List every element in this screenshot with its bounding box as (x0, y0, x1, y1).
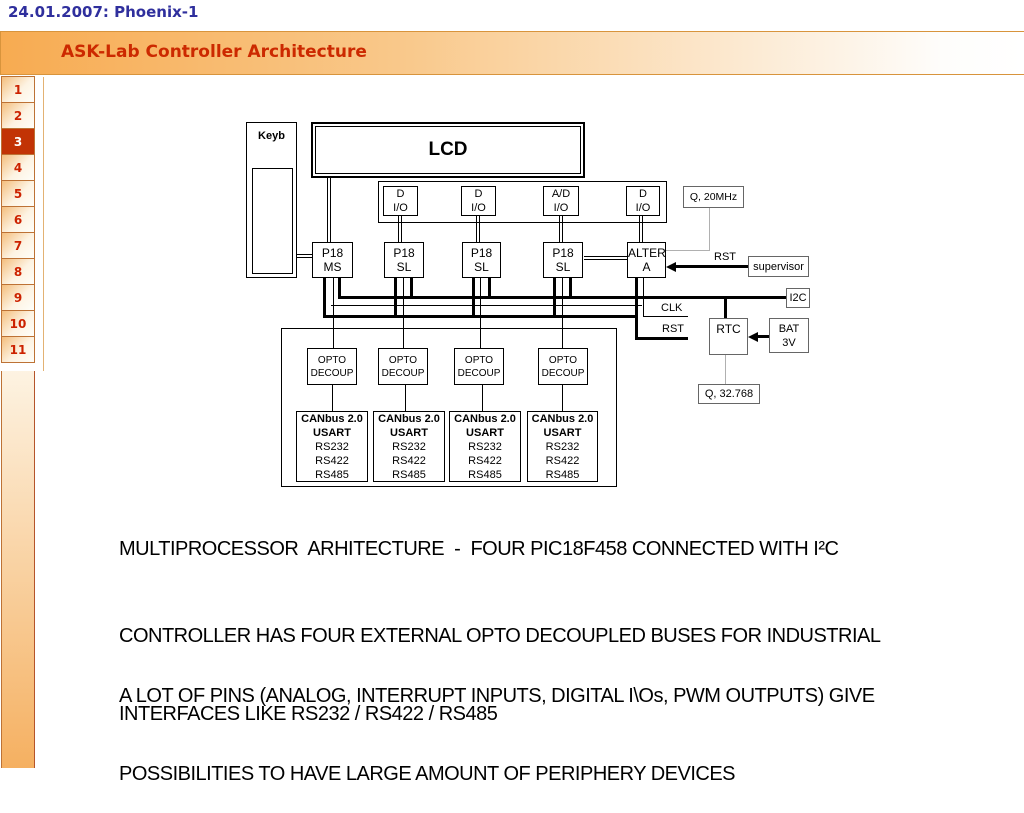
col1-can-line (332, 385, 333, 411)
opto3-line2: DECOUP (457, 367, 501, 379)
io2-line1: D (474, 188, 483, 200)
io3-line2: I/O (553, 202, 569, 214)
opto-decoupler-2 (378, 348, 428, 385)
crystal-20mhz-box: Q, 20MHz (683, 186, 744, 208)
col3-opto-line (480, 278, 481, 348)
slide-nav-item-9[interactable]: 9 (1, 284, 35, 311)
body-p2-line1: CONTROLLER HAS FOUR EXTERNAL OPTO DECOUPLED BUSES FOR INDUSTRIAL (119, 625, 881, 647)
body-paragraph-1: MULTIPROCESSOR ARHITECTURE - FOUR PIC18F458 CONNECTED WITH I²C (119, 538, 839, 560)
keyboard-label: Keyb (258, 130, 285, 142)
opto3-line1: OPTO (464, 354, 494, 366)
col4-can-line (562, 385, 563, 411)
supervisor-box: supervisor (748, 256, 809, 277)
altera-fpga-box (627, 242, 666, 278)
can3-line1: CANbus 2.0 (454, 412, 516, 425)
body-paragraph-3 (119, 631, 875, 813)
q20-line-v (709, 208, 710, 250)
p18sl2-line2: SL (474, 260, 489, 274)
slide-nav (1, 77, 35, 363)
can1-line2: USART (313, 426, 351, 439)
col2-opto-line (403, 278, 404, 348)
p18sl2-stub-a (472, 278, 475, 318)
page-title: ASK-Lab Controller Architecture (61, 42, 367, 62)
col1-opto-line (333, 278, 334, 348)
rtc-box: RTC (709, 318, 748, 355)
sidebar-filler (1, 371, 35, 768)
clk-stub-line (643, 316, 688, 317)
altera-rst-vertical (635, 278, 638, 340)
rst-supervisor-label: RST (714, 251, 736, 263)
bat-rtc-line (758, 335, 769, 338)
opto2-line1: OPTO (388, 354, 418, 366)
lcd-label: LCD (315, 126, 581, 174)
p18-slave1-box (384, 242, 424, 278)
p18sl2-line1: P18 (470, 246, 493, 260)
io-unit-2 (461, 186, 496, 216)
can-interface-1 (296, 411, 368, 482)
title-bar (0, 31, 1024, 75)
slide-nav-item-2[interactable]: 2 (1, 102, 35, 129)
p18sl1-line2: SL (396, 260, 412, 274)
mid-bus-line (331, 305, 642, 306)
slide-nav-item-6[interactable]: 6 (1, 206, 35, 233)
slide-nav-item-7[interactable]: 7 (1, 232, 35, 259)
p18sl2-stub-b (488, 278, 491, 299)
opto-decoupler-3 (454, 348, 504, 385)
io-unit-1 (383, 186, 418, 216)
can3-line5: RS485 (468, 468, 502, 481)
battery-box (769, 318, 809, 353)
supervisor-rst-line (676, 265, 748, 268)
opto4-line2: DECOUP (541, 367, 585, 379)
col4-opto-line (562, 278, 563, 348)
keyboard-inner-rect (252, 168, 293, 274)
can2-line4: RS422 (392, 454, 426, 467)
q32-line (725, 355, 726, 384)
clk-label: CLK (661, 302, 683, 314)
body-p2-line2: INTERFACES LIKE RS232 / RS422 / RS485 (119, 703, 498, 725)
slide-nav-item-10[interactable]: 10 (1, 310, 35, 337)
keyboard-box (246, 122, 297, 278)
p18ms-line1: P18 (321, 246, 344, 260)
altera-line1: ALTER (628, 246, 666, 260)
can4-line2: USART (543, 426, 582, 439)
opto1-line1: OPTO (317, 354, 347, 366)
io1-line2: I/O (393, 202, 408, 214)
io-band-container (378, 181, 667, 223)
can3-line4: RS422 (468, 454, 502, 467)
p18sl3-altera-link (584, 256, 627, 260)
opto-decoupler-4 (538, 348, 588, 385)
can-interface-2 (373, 411, 445, 482)
bat-arrowhead (748, 332, 758, 342)
p18ms-line2: MS (323, 260, 342, 274)
p18sl1-line1: P18 (393, 246, 415, 260)
can1-line4: RS422 (315, 454, 349, 467)
lcd-box (311, 122, 585, 178)
content-frame-line (43, 77, 44, 371)
io3-line1: A/D (551, 188, 571, 200)
keyb-p18ms-link (297, 254, 312, 258)
can4-line3: RS232 (545, 440, 580, 453)
opto1-line2: DECOUP (310, 367, 354, 379)
opto-decoupler-1 (307, 348, 357, 385)
rtc-i2c-link (724, 299, 727, 318)
p18-slave3-box (543, 242, 583, 278)
battery-line2: 3V (782, 336, 796, 349)
can4-line1: CANbus 2.0 (531, 412, 594, 425)
opto2-line2: DECOUP (381, 367, 425, 379)
can2-line2: USART (390, 426, 428, 439)
p18ms-stub-b (338, 278, 341, 299)
slide-nav-item-4[interactable]: 4 (1, 154, 35, 181)
io4-line2: I/O (635, 202, 651, 214)
can1-line5: RS485 (315, 468, 349, 481)
slide-nav-item-1[interactable]: 1 (1, 76, 35, 103)
can4-line4: RS422 (545, 454, 580, 467)
p18sl1-stub-a (394, 278, 397, 318)
can1-line3: RS232 (315, 440, 349, 453)
io2-line2: I/O (471, 202, 486, 214)
p18sl3-stub-b (569, 278, 572, 299)
slide-nav-item-5[interactable]: 5 (1, 180, 35, 207)
io-unit-4 (626, 186, 660, 216)
can3-line2: USART (466, 426, 504, 439)
io-unit-3 (543, 186, 579, 216)
can4-line5: RS485 (545, 468, 580, 481)
slide-date: 24.01.2007: Phoenix-1 (8, 3, 199, 21)
p18-slave2-box (462, 242, 501, 278)
slide-nav-item-11[interactable]: 11 (1, 336, 35, 363)
io4-altera-link (639, 216, 643, 242)
can3-line3: RS232 (468, 440, 502, 453)
opto4-line1: OPTO (548, 354, 578, 366)
can-interface-3 (449, 411, 521, 482)
can2-line3: RS232 (392, 440, 426, 453)
q20-line-h (666, 250, 710, 251)
rst-stub-line (636, 337, 688, 340)
io1-p18sl1-link (398, 216, 402, 242)
body-p3-line2: POSSIBILITIES TO HAVE LARGE AMOUNT OF PERIPHERY DEVICES (119, 763, 736, 785)
battery-line1: BAT (778, 322, 800, 335)
p18sl1-stub-b (410, 278, 413, 299)
io3-p18sl3-link (559, 216, 563, 242)
can-interface-4 (527, 411, 598, 482)
p18ms-stub-a (323, 278, 326, 318)
p18sl3-line1: P18 (552, 246, 574, 260)
altera-clk-vertical (643, 278, 644, 316)
can1-line1: CANbus 2.0 (301, 412, 363, 425)
slide-nav-item-3-active[interactable]: 3 (1, 128, 35, 155)
p18sl3-stub-a (553, 278, 556, 318)
col3-can-line (482, 385, 483, 411)
crystal-32khz-box: Q, 32.768 (698, 384, 760, 404)
can2-line1: CANbus 2.0 (378, 412, 440, 425)
p18-master-box (312, 242, 353, 278)
slide-nav-item-8[interactable]: 8 (1, 258, 35, 285)
i2c-box: I2C (786, 288, 810, 308)
lcd-p18ms-link (327, 177, 331, 242)
io1-line1: D (396, 188, 405, 200)
p18sl3-line2: SL (555, 260, 571, 274)
io4-line1: D (639, 188, 647, 200)
rst-bus-label: RST (662, 323, 684, 335)
can2-line5: RS485 (392, 468, 426, 481)
col2-can-line (405, 385, 406, 411)
body-p3-line1: A LOT OF PINS (ANALOG, INTERRUPT INPUTS, DIGITAL I\Os, PWM OUTPUTS) GIVE (119, 685, 875, 707)
supervisor-arrowhead (666, 262, 676, 272)
io2-p18sl2-link (476, 216, 480, 242)
altera-line2: A (642, 260, 651, 274)
